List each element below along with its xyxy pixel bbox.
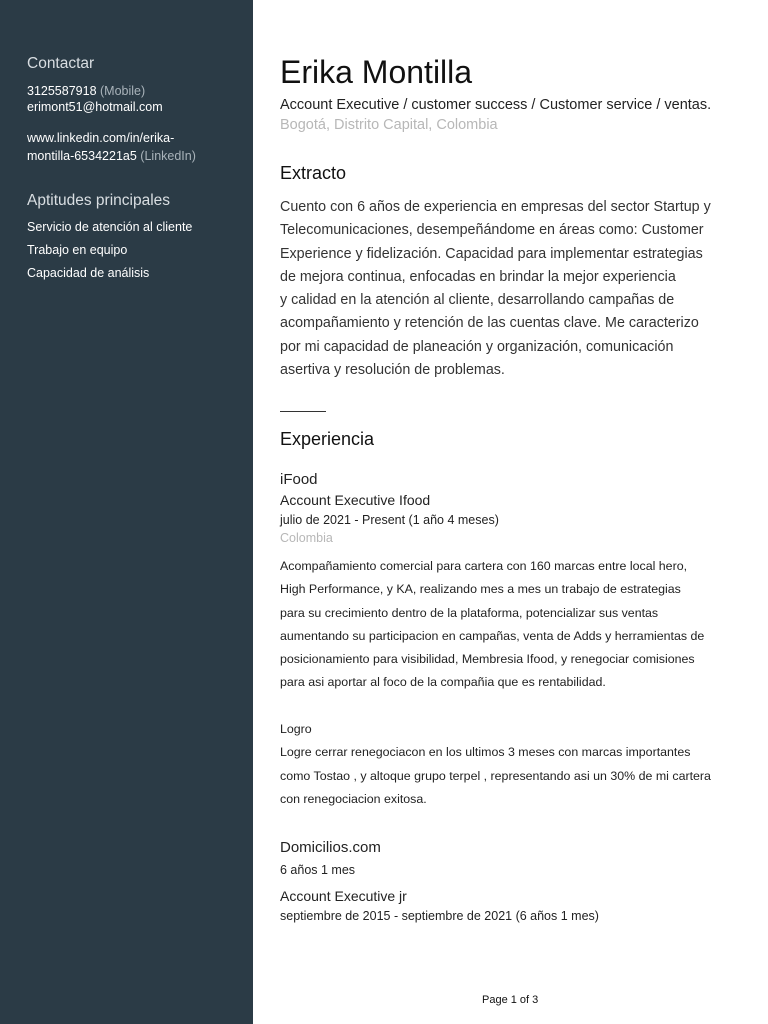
summary-line: y calidad en la atención al cliente, desarrollando campañas de <box>280 292 675 309</box>
summary-line: asertiva y resolución de problemas. <box>280 362 505 379</box>
phone-number: 3125587918 <box>27 84 97 98</box>
skills-heading: Aptitudes principales <box>27 192 171 209</box>
description-line: aumentando su participacion en campañas, venta de Adds y herramientas de <box>280 628 705 643</box>
linkedin-url-line1[interactable]: www.linkedin.com/in/erika- <box>27 131 175 145</box>
summary-line: Cuento con 6 años de experiencia en empresas del sector Startup y <box>280 199 711 215</box>
job-role: Account Executive jr <box>280 888 407 904</box>
achievement-block <box>280 718 750 811</box>
achievement-line: como Tostao , y altoque grupo terpel , representando asi un 30% de mi cartera <box>280 768 711 783</box>
profile-headline: Account Executive / customer success / Customer service / ventas. <box>280 97 712 113</box>
job-dates: septiembre de 2015 - septiembre de 2021 (6 años 1 mes) <box>280 909 599 923</box>
profile-name: Erika Montilla <box>280 54 473 90</box>
summary-line: Telecomunicaciones, desempeñándome en áreas como: Customer <box>280 222 704 239</box>
description-line: para su crecimiento dentro de la plataforma, potencializar sus ventas <box>280 605 659 620</box>
company-name: Domicilios.com <box>280 839 381 856</box>
linkedin-link[interactable] <box>27 129 242 165</box>
achievement-line: Logre cerrar renegociacon en los ultimos 3 meses con marcas importantes <box>280 745 691 760</box>
company-name: iFood <box>280 471 318 488</box>
description-line: High Performance, y KA, realizando mes a mes un trabajo de estrategias <box>280 582 681 597</box>
profile-location: Bogotá, Distrito Capital, Colombia <box>280 117 498 133</box>
achievement-label: Logro <box>280 722 312 736</box>
job-dates: julio de 2021 - Present (1 año 4 meses) <box>280 513 499 527</box>
linkedin-url-line2[interactable]: montilla-6534221a5 <box>27 149 137 163</box>
linkedin-type: (LinkedIn) <box>140 149 196 163</box>
skill-item: Capacidad de análisis <box>27 266 150 280</box>
job-location: Colombia <box>280 531 333 545</box>
summary-line: acompañamiento y retención de las cuentas clave. Me caracterizo <box>280 315 699 332</box>
summary-title: Extracto <box>280 163 347 183</box>
description-line: Acompañamiento comercial para cartera con 160 marcas entre local hero, <box>280 559 688 573</box>
sidebar <box>0 0 253 1024</box>
summary-line: por mi capacidad de planeación y organización, comunicación <box>280 338 674 355</box>
skill-item: Servicio de atención al cliente <box>27 220 193 234</box>
company-duration: 6 años 1 mes <box>280 863 356 877</box>
section-divider <box>280 411 326 412</box>
experience-title: Experiencia <box>280 429 375 449</box>
page-number: Page 1 of 3 <box>482 994 539 1006</box>
job-role: Account Executive Ifood <box>280 492 431 508</box>
contact-heading: Contactar <box>27 55 95 72</box>
description-line: posicionamiento para visibilidad, Membresia Ifood, y renegociar comisiones <box>280 652 695 667</box>
achievement-line: con renegociacion exitosa. <box>280 791 427 806</box>
job-description <box>280 555 750 695</box>
summary-line: Experience y fidelización. Capacidad para implementar estrategias <box>280 245 703 262</box>
skill-item: Trabajo en equipo <box>27 243 128 257</box>
phone-type: (Mobile) <box>100 84 146 98</box>
summary-line: de mejora continua, enfocadas en brindar la mejor experiencia <box>280 268 676 285</box>
email-link[interactable]: erimont51@hotmail.com <box>27 100 163 114</box>
description-line: para asi aportar al foco de la compañia que es rentabilidad. <box>280 675 606 690</box>
summary-text <box>280 196 745 382</box>
